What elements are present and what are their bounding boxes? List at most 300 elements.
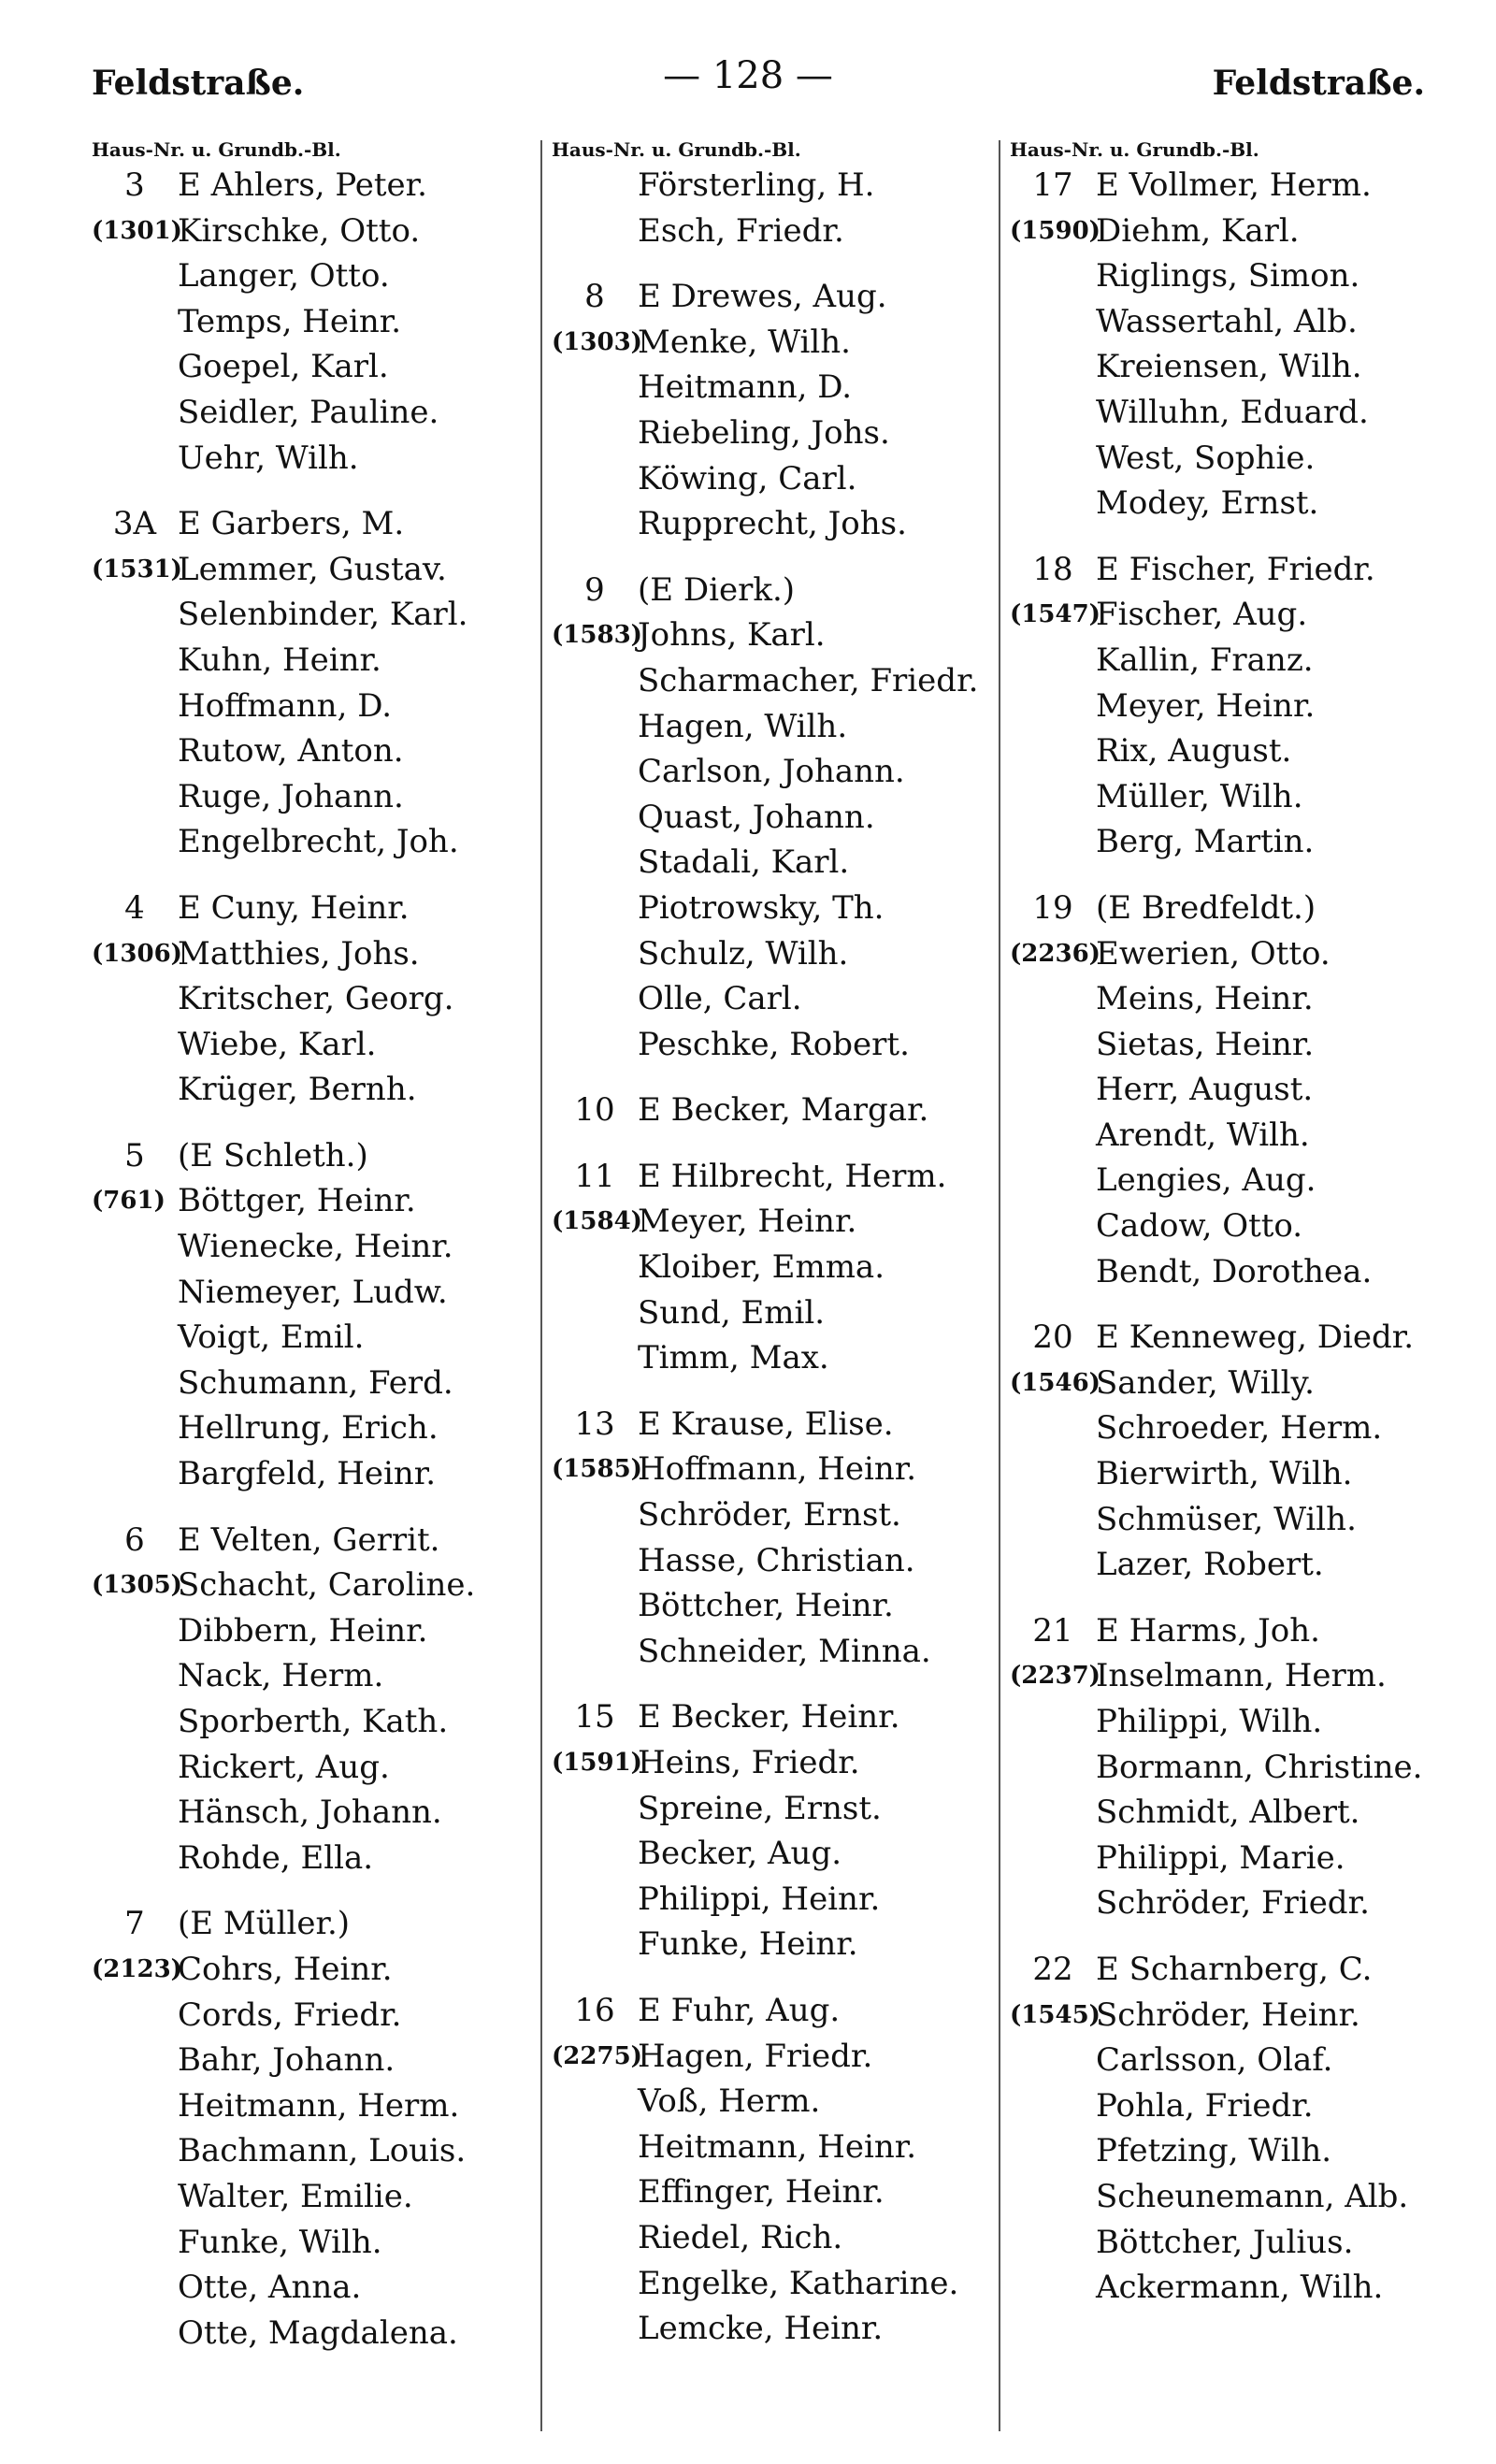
indent: [92, 2311, 178, 2356]
resident-line: [552, 1154, 989, 1200]
indent: [1010, 976, 1096, 1022]
resident-name: Dibbern, Heinr.: [178, 1611, 428, 1650]
directory-column: [540, 140, 999, 2431]
indent: [552, 1831, 638, 1877]
resident-name: (E Dierk.): [638, 570, 796, 609]
resident-name: Müller, Wilh.: [1096, 777, 1303, 815]
indent: [92, 2265, 178, 2311]
house-entry: [92, 1518, 531, 1881]
resident-name: (E Bredfeldt.): [1096, 888, 1316, 927]
indent: [92, 344, 178, 390]
house-entry: [1010, 163, 1447, 526]
indent: [92, 1067, 178, 1113]
indent: [1010, 1022, 1096, 1068]
resident-name: E Drewes, Aug.: [638, 278, 887, 316]
resident-line: [552, 209, 989, 254]
resident-line: [1010, 1608, 1447, 1654]
indent: [552, 886, 638, 931]
resident-line: [1010, 2128, 1447, 2174]
resident-name: Temps, Heinr.: [178, 302, 402, 340]
indent: [1010, 819, 1096, 865]
house-entry: [1010, 1315, 1447, 1588]
resident-name: Hagen, Wilh.: [638, 707, 848, 745]
resident-line: [1010, 1451, 1447, 1497]
grundbuch-number: (1584): [552, 1207, 642, 1236]
resident-line: [552, 1877, 989, 1923]
resident-line: [92, 253, 531, 299]
resident-line: [92, 1699, 531, 1745]
resident-line: [552, 1694, 989, 1740]
house-number: 17: [1032, 166, 1073, 204]
indent: [1010, 1542, 1096, 1588]
resident-line: [92, 299, 531, 345]
resident-line: [552, 1988, 989, 2034]
resident-name: Kloiber, Emma.: [638, 1248, 885, 1287]
resident-line: [1010, 684, 1447, 729]
resident-line: [552, 456, 989, 502]
indent: [92, 1224, 178, 1270]
resident-name: Hänsch, Johann.: [178, 1794, 442, 1832]
resident-line: [92, 1224, 531, 1270]
resident-name: Lemcke, Heinr.: [638, 2310, 884, 2348]
resident-line: [1010, 2083, 1447, 2129]
resident-name: E Cuny, Heinr.: [178, 888, 410, 927]
resident-name: Carlsson, Olaf.: [1096, 2041, 1333, 2080]
indent: [552, 976, 638, 1022]
resident-line: [552, 1335, 989, 1381]
indent: [1010, 436, 1096, 482]
indent: [552, 2125, 638, 2170]
resident-line: [552, 501, 989, 547]
resident-name: Funke, Wilh.: [178, 2223, 382, 2261]
indent: [552, 658, 638, 704]
resident-line: [552, 411, 989, 456]
resident-name: Walter, Emilie.: [178, 2177, 413, 2215]
resident-name: Langer, Otto.: [178, 257, 390, 295]
resident-line: [1010, 253, 1447, 299]
resident-line: [552, 1199, 989, 1245]
resident-name: Philippi, Wilh.: [1096, 1703, 1323, 1740]
resident-line: [552, 1290, 989, 1336]
resident-line: [92, 1361, 531, 1406]
resident-line: [92, 1451, 531, 1497]
resident-name: Menke, Wilh.: [638, 323, 851, 361]
resident-line: [92, 638, 531, 684]
resident-line: [1010, 638, 1447, 684]
indent: [1010, 344, 1096, 390]
resident-line: [92, 592, 531, 638]
resident-line: [1010, 1880, 1447, 1926]
resident-line: [1010, 728, 1447, 774]
house-number: 5: [124, 1136, 145, 1174]
resident-name: Riglings, Simon.: [1096, 257, 1360, 295]
resident-name: Hagen, Friedr.: [638, 2037, 873, 2075]
indent: [92, 774, 178, 820]
indent: [92, 2128, 178, 2174]
resident-name: Berg, Martin.: [1096, 823, 1315, 861]
resident-line: [552, 2261, 989, 2307]
indent: [552, 1629, 638, 1675]
house-number: 22: [1032, 1950, 1073, 1988]
house-number: 6: [124, 1520, 145, 1559]
resident-line: [92, 2265, 531, 2311]
resident-name: Wiebe, Karl.: [178, 1025, 377, 1063]
resident-name: Olle, Carl.: [638, 980, 802, 1018]
indent: [552, 840, 638, 886]
house-number: 16: [574, 1991, 615, 2029]
house-number: 3: [124, 166, 145, 204]
house-number: 20: [1032, 1318, 1073, 1357]
resident-name: Ackermann, Wilh.: [1096, 2269, 1384, 2307]
resident-name: Rickert, Aug.: [178, 1748, 390, 1786]
resident-name: Heins, Friedr.: [638, 1744, 860, 1781]
resident-name: Bierwirth, Wilh.: [1096, 1455, 1353, 1493]
resident-name: Philippi, Heinr.: [638, 1880, 881, 1918]
resident-name: Nack, Herm.: [178, 1657, 384, 1695]
resident-name: Hoffmann, D.: [178, 686, 393, 725]
indent: [1010, 1158, 1096, 1203]
column-heading: Haus-Nr. u. Grundb.-Bl.: [552, 138, 801, 161]
resident-name: Timm, Max.: [638, 1339, 829, 1377]
house-number: 4: [124, 888, 145, 927]
grundbuch-number: (1546): [1010, 1368, 1100, 1397]
resident-line: [552, 658, 989, 704]
resident-line: [92, 1178, 531, 1224]
resident-name: Heitmann, Herm.: [178, 2086, 460, 2125]
house-entry: [1010, 886, 1447, 1294]
resident-name: Ewerien, Otto.: [1096, 934, 1331, 973]
indent: [552, 2169, 638, 2215]
resident-line: [92, 1901, 531, 1947]
resident-line: [92, 1133, 531, 1179]
resident-name: Otte, Magdalena.: [178, 2313, 458, 2352]
house-entry: [552, 1402, 989, 1675]
resident-name: Schneider, Minna.: [638, 1632, 931, 1670]
resident-name: E Vollmer, Herm.: [1096, 166, 1372, 204]
resident-line: [1010, 1947, 1447, 1993]
resident-name: E Hilbrecht, Herm.: [638, 1157, 947, 1195]
resident-name: E Becker, Heinr.: [638, 1698, 900, 1736]
indent: [552, 1786, 638, 1832]
resident-name: Voß, Herm.: [638, 2082, 821, 2121]
resident-line: [1010, 1067, 1447, 1113]
resident-line: [1010, 1315, 1447, 1361]
resident-name: Cords, Friedr.: [178, 1996, 402, 2034]
resident-name: Rix, August.: [1096, 732, 1292, 771]
house-entry: [1010, 1608, 1447, 1926]
indent: [92, 2174, 178, 2220]
resident-name: Niemeyer, Ludw.: [178, 1273, 448, 1311]
resident-line: [552, 1583, 989, 1629]
resident-name: Wienecke, Heinr.: [178, 1228, 453, 1266]
grundbuch-number: (1306): [92, 939, 182, 968]
resident-line: [92, 2311, 531, 2356]
resident-name: E Fischer, Friedr.: [1096, 550, 1375, 588]
indent: [1010, 2128, 1096, 2174]
directory-column: [82, 140, 540, 2431]
indent: [552, 1290, 638, 1336]
resident-line: [1010, 1113, 1447, 1159]
indent: [552, 2261, 638, 2307]
resident-name: E Krause, Elise.: [638, 1405, 894, 1443]
indent: [1010, 2083, 1096, 2129]
resident-name: Bendt, Dorothea.: [1096, 1252, 1373, 1290]
indent: [92, 1270, 178, 1316]
resident-line: [552, 749, 989, 795]
resident-line: [92, 1745, 531, 1791]
resident-name: Peschke, Robert.: [638, 1025, 910, 1063]
resident-name: Scheunemann, Alb.: [1096, 2177, 1409, 2215]
resident-name: Rupprecht, Johs.: [638, 505, 907, 543]
column-heading: Haus-Nr. u. Grundb.-Bl.: [92, 138, 341, 161]
resident-name: Kritscher, Georg.: [178, 980, 454, 1018]
grundbuch-number: (1531): [92, 555, 182, 584]
resident-name: Kirschke, Otto.: [178, 211, 421, 250]
resident-line: [1010, 976, 1447, 1022]
running-head-right: Feldstraße.: [1212, 64, 1425, 103]
resident-line: [1010, 1542, 1447, 1588]
indent: [1010, 2038, 1096, 2083]
grundbuch-number: (761): [92, 1187, 165, 1216]
indent: [92, 1451, 178, 1497]
indent: [92, 2038, 178, 2083]
indent: [1010, 774, 1096, 820]
resident-name: Meyer, Heinr.: [1096, 686, 1316, 725]
indent: [552, 2079, 638, 2125]
resident-name: Krüger, Bernh.: [178, 1071, 417, 1109]
resident-line: [1010, 1653, 1447, 1699]
resident-name: E Becker, Margar.: [638, 1091, 929, 1130]
resident-line: [1010, 592, 1447, 638]
indent: [552, 1583, 638, 1629]
indent: [92, 684, 178, 729]
indent: [92, 253, 178, 299]
resident-line: [1010, 1497, 1447, 1543]
resident-line: [552, 1922, 989, 1967]
resident-line: [92, 2128, 531, 2174]
indent: [92, 1993, 178, 2039]
resident-name: Rutow, Anton.: [178, 732, 404, 771]
resident-name: Sander, Willy.: [1096, 1363, 1315, 1402]
indent: [552, 1922, 638, 1967]
resident-line: [552, 365, 989, 411]
resident-line: [552, 704, 989, 750]
resident-name: Sporberth, Kath.: [178, 1703, 449, 1740]
resident-line: [1010, 2265, 1447, 2311]
resident-line: [552, 1088, 989, 1133]
resident-line: [92, 931, 531, 977]
resident-name: Bormann, Christine.: [1096, 1748, 1423, 1786]
resident-name: Böttcher, Julius.: [1096, 2223, 1354, 2261]
house-number: 15: [574, 1698, 615, 1736]
indent: [1010, 1067, 1096, 1113]
resident-name: Schröder, Ernst.: [638, 1496, 901, 1535]
resident-line: [92, 1993, 531, 2039]
resident-name: E Scharnberg, C.: [1096, 1950, 1373, 1988]
indent: [92, 638, 178, 684]
column-heading: Haus-Nr. u. Grundb.-Bl.: [1010, 138, 1259, 161]
resident-name: Rohde, Ella.: [178, 1838, 374, 1877]
resident-name: Effinger, Heinr.: [638, 2173, 885, 2212]
indent: [552, 2215, 638, 2261]
indent: [92, 390, 178, 436]
house-entry: [552, 163, 989, 253]
resident-line: [1010, 299, 1447, 345]
indent: [1010, 1790, 1096, 1836]
resident-name: Lemmer, Gustav.: [178, 550, 447, 588]
resident-name: Johns, Karl.: [638, 616, 826, 655]
resident-name: Sund, Emil.: [638, 1293, 826, 1332]
house-entry: [92, 886, 531, 1113]
indent: [1010, 390, 1096, 436]
directory-columns: [82, 140, 1457, 2431]
indent: [1010, 1203, 1096, 1249]
resident-name: Pohla, Friedr.: [1096, 2086, 1314, 2125]
resident-line: [92, 2220, 531, 2266]
resident-name: Hasse, Christian.: [638, 1541, 915, 1579]
resident-line: [1010, 2174, 1447, 2220]
resident-line: [92, 1563, 531, 1608]
resident-line: [1010, 1405, 1447, 1451]
resident-name: Spreine, Ernst.: [638, 1789, 882, 1827]
indent: [1010, 253, 1096, 299]
resident-line: [92, 1270, 531, 1316]
resident-line: [92, 819, 531, 865]
indent: [92, 1361, 178, 1406]
resident-line: [1010, 163, 1447, 209]
grundbuch-number: (1303): [552, 327, 642, 356]
resident-name: Lazer, Robert.: [1096, 1546, 1324, 1584]
indent: [1010, 481, 1096, 526]
resident-name: Sietas, Heinr.: [1096, 1025, 1315, 1063]
resident-line: [552, 1447, 989, 1492]
running-head-left: Feldstraße.: [92, 64, 305, 103]
page-number: — 128 —: [663, 54, 833, 97]
resident-name: Herr, August.: [1096, 1071, 1314, 1109]
resident-line: [552, 1538, 989, 1584]
resident-line: [1010, 390, 1447, 436]
resident-name: Böttcher, Heinr.: [638, 1587, 894, 1625]
indent: [1010, 1699, 1096, 1745]
resident-line: [1010, 547, 1447, 593]
resident-line: [552, 1402, 989, 1448]
resident-name: Heitmann, D.: [638, 368, 853, 407]
resident-name: Hoffmann, Heinr.: [638, 1450, 917, 1489]
resident-name: Piotrowsky, Th.: [638, 888, 885, 927]
resident-line: [92, 1067, 531, 1113]
indent: [1010, 1880, 1096, 1926]
resident-name: E Fuhr, Aug.: [638, 1991, 841, 2029]
indent: [552, 1538, 638, 1584]
resident-line: [92, 1405, 531, 1451]
resident-name: Schmüser, Wilh.: [1096, 1500, 1357, 1538]
resident-name: Heitmann, Heinr.: [638, 2127, 917, 2166]
resident-line: [552, 2125, 989, 2170]
resident-name: E Ahlers, Peter.: [178, 166, 427, 204]
resident-line: [552, 320, 989, 366]
house-number: 3A: [112, 505, 157, 543]
indent: [1010, 2174, 1096, 2220]
house-number: 18: [1032, 550, 1073, 588]
resident-line: [1010, 1993, 1447, 2039]
resident-name: Matthies, Johs.: [178, 934, 420, 973]
house-entry: [92, 501, 531, 865]
resident-line: [1010, 436, 1447, 482]
indent: [1010, 1113, 1096, 1159]
resident-name: Diehm, Karl.: [1096, 211, 1300, 250]
grundbuch-number: (2237): [1010, 1662, 1100, 1691]
resident-line: [92, 1608, 531, 1654]
resident-line: [1010, 1022, 1447, 1068]
resident-line: [552, 1629, 989, 1675]
house-number: 21: [1032, 1611, 1073, 1650]
resident-name: Becker, Aug.: [638, 1835, 842, 1873]
resident-line: [92, 1518, 531, 1563]
house-number: 9: [584, 570, 605, 609]
resident-line: [552, 274, 989, 320]
resident-name: (E Schleth.): [178, 1136, 368, 1174]
resident-line: [92, 2174, 531, 2220]
resident-name: Scharmacher, Friedr.: [638, 661, 979, 699]
resident-line: [92, 501, 531, 547]
directory-column: [999, 140, 1457, 2431]
resident-line: [552, 1245, 989, 1290]
indent: [92, 728, 178, 774]
resident-name: E Velten, Gerrit.: [178, 1520, 440, 1559]
resident-name: E Kenneweg, Diedr.: [1096, 1318, 1415, 1357]
resident-name: Engelbrecht, Joh.: [178, 823, 459, 861]
resident-line: [92, 2038, 531, 2083]
house-entry: [92, 1133, 531, 1497]
house-entry: [552, 1988, 989, 2352]
resident-line: [552, 2169, 989, 2215]
resident-line: [1010, 2220, 1447, 2266]
resident-name: (E Müller.): [178, 1905, 351, 1943]
indent: [1010, 1249, 1096, 1295]
house-entry: [552, 1694, 989, 1967]
house-number: [552, 163, 638, 209]
indent: [552, 1022, 638, 1068]
indent: [552, 1877, 638, 1923]
resident-line: [92, 390, 531, 436]
resident-name: Hellrung, Erich.: [178, 1409, 439, 1448]
grundbuch-number: (1583): [552, 621, 642, 650]
resident-line: [92, 163, 531, 209]
resident-name: Stadali, Karl.: [638, 843, 850, 882]
resident-line: [1010, 931, 1447, 977]
resident-name: Köwing, Carl.: [638, 459, 857, 497]
indent: [92, 1653, 178, 1699]
indent: [552, 1492, 638, 1538]
resident-line: [552, 840, 989, 886]
indent: [92, 1836, 178, 1881]
indent: [552, 365, 638, 411]
indent: [92, 592, 178, 638]
indent: [92, 2220, 178, 2266]
indent: [552, 501, 638, 547]
house-entry: [552, 1154, 989, 1381]
resident-name: Cohrs, Heinr.: [178, 1950, 393, 1988]
resident-line: [552, 612, 989, 658]
resident-line: [1010, 1361, 1447, 1406]
indent: [92, 976, 178, 1022]
resident-name: Quast, Johann.: [638, 798, 875, 836]
resident-line: [1010, 1790, 1447, 1836]
resident-name: Voigt, Emil.: [178, 1318, 365, 1357]
grundbuch-number: (2123): [92, 1954, 182, 1983]
indent: [552, 704, 638, 750]
house-number: 11: [574, 1157, 615, 1195]
